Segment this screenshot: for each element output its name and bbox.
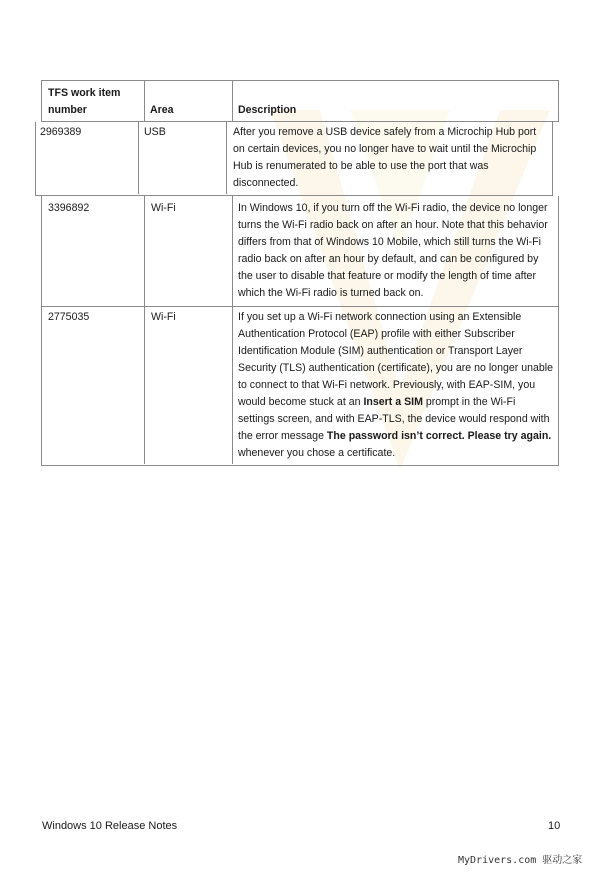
description-text: prompt in the Wi-Fi settings screen, and with EAP-TLS, the device would respond with the error message xyxy=(238,396,550,442)
row-number: 3396892 xyxy=(48,202,90,214)
table-row xyxy=(35,122,553,196)
table-body xyxy=(41,196,559,466)
row-description: After you remove a USB device safely from a Microchip Hub port on certain devices, you no longer have to wait until the Microchip Hub is renumerated to be able to use the port that was disconnected. xyxy=(233,126,537,189)
site-watermark-text: MyDrivers.com 驱动之家 xyxy=(458,855,583,866)
column-divider xyxy=(144,196,145,464)
row-description: In Windows 10, if you turn off the Wi-Fi radio, the device no longer turns the Wi-Fi radio back on after an hour. Note that this behavior differs from that of Windows 10 Mobile, which still turns the Wi-Fi radio back on after an hour by default, and can be configured by the user to disable that feature or modify the length of time after which the Wi-Fi radio is turned back on. xyxy=(238,202,548,299)
column-divider xyxy=(232,196,233,464)
row-number: 2969389 xyxy=(40,126,82,138)
description-bold-text: The password isn’t correct. Please try again. xyxy=(326,430,552,442)
description-text: If you set up a Wi-Fi network connection using an Extensible Authentication Protocol (EAP) profile with either Subscriber Identification Module (SIM) authentication or Transport Layer Security (TLS) authentication (certificate), you are no longer unable to connect to that Wi-Fi network. Previously, with EAP-SIM, you would become stuck at an xyxy=(238,311,554,408)
description-bold-text: Insert a SIM xyxy=(363,396,423,408)
footer-title: Windows 10 Release Notes xyxy=(42,820,178,832)
header-work-item: TFS work item number xyxy=(48,87,121,116)
row-description xyxy=(238,309,554,462)
column-divider xyxy=(138,122,139,194)
header-area: Area xyxy=(150,104,174,116)
row-area: USB xyxy=(144,126,166,138)
page-number: 10 xyxy=(548,820,561,832)
column-divider xyxy=(232,81,233,121)
table-header xyxy=(41,80,559,122)
header-description: Description xyxy=(238,104,297,116)
row-number: 2775035 xyxy=(48,311,90,323)
description-text: whenever you chose a certificate. xyxy=(238,447,396,459)
row-area: Wi-Fi xyxy=(151,202,176,214)
row-divider xyxy=(42,306,558,307)
row-area: Wi-Fi xyxy=(151,311,176,323)
column-divider xyxy=(144,81,145,121)
column-divider xyxy=(226,122,227,194)
